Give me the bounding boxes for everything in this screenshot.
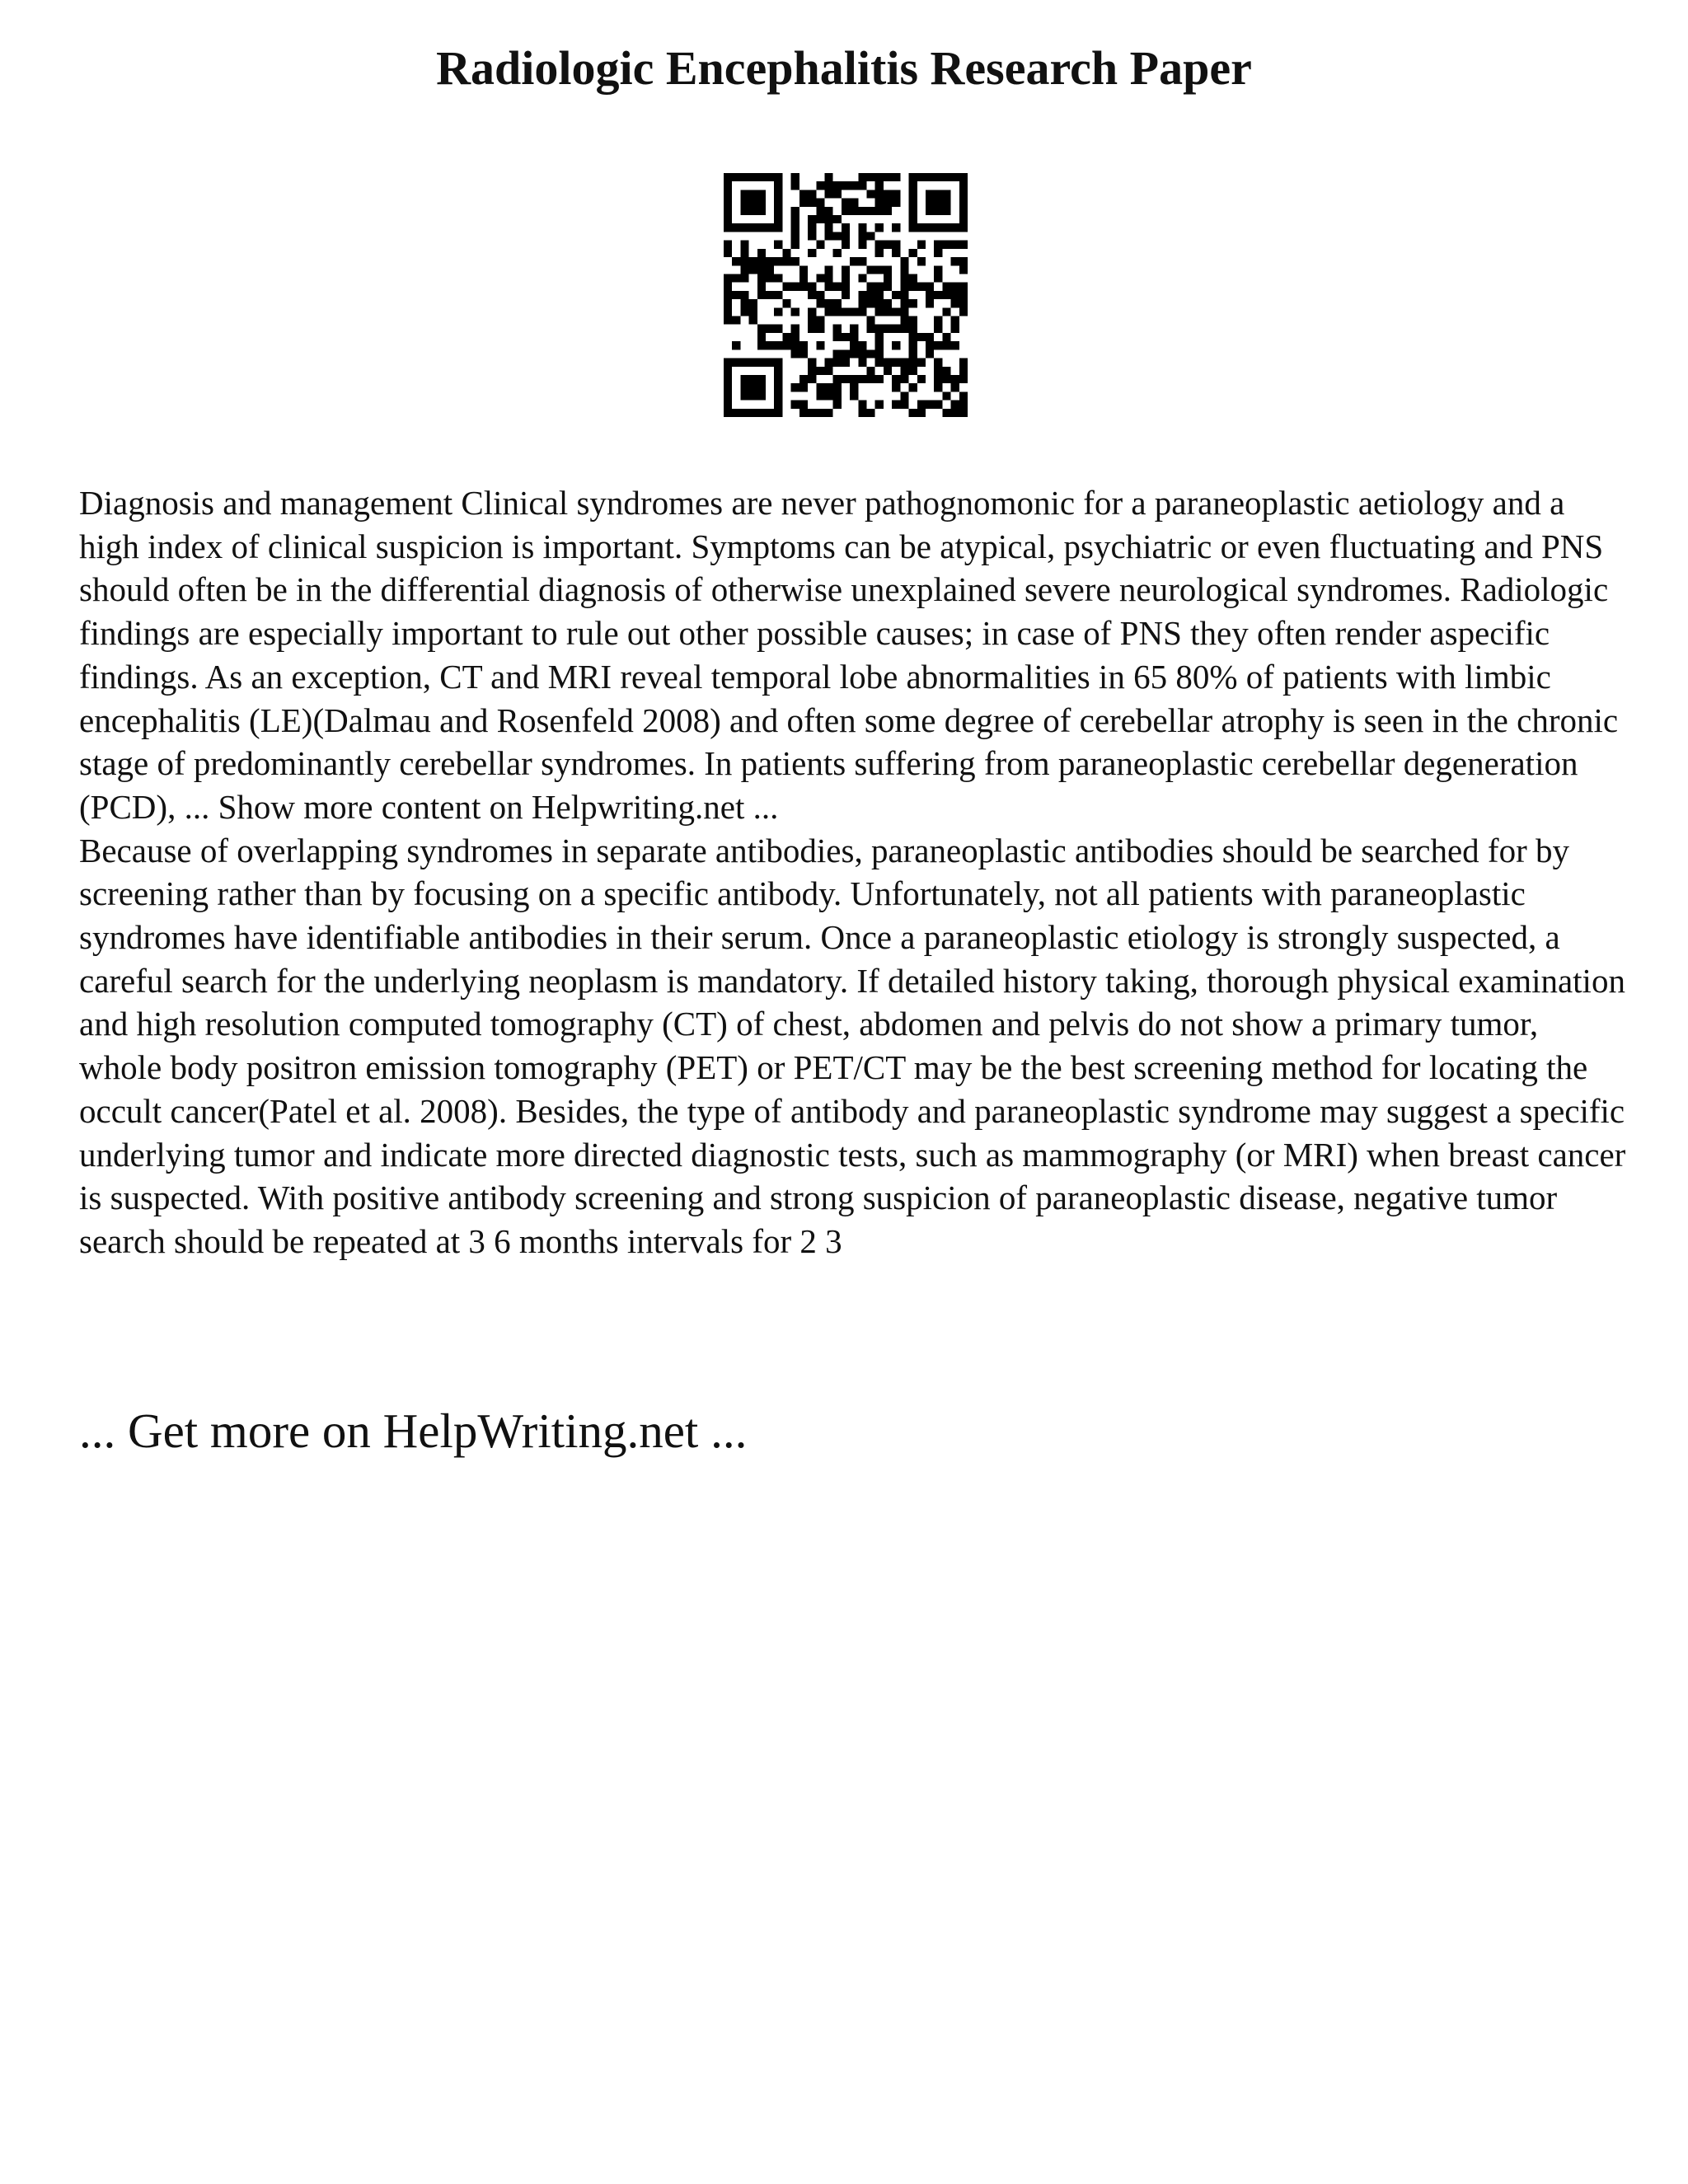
page-title: Radiologic Encephalitis Research Paper <box>436 41 1252 95</box>
qr-code-icon[interactable] <box>724 173 968 417</box>
document-body <box>79 481 1629 1263</box>
paragraph-2: Because of overlapping syndromes in separate antibodies, paraneoplastic antibodies should be searched for by screening rather than by focusing on a specific antibody. Unfortunately, not all patients with paraneoplastic syndromes have identifiable antibodies in their serum. Once a paraneoplastic etiology is strongly suspected, a careful search for the underlying neoplasm is mandatory. If detailed history taking, thorough physical examination and high resolution computed tomography (CT) of chest, abdomen and pelvis do not show a primary tumor, whole body positron emission tomography (PET) or PET/CT may be the best screening method for locating the occult cancer(Patel et al. 2008). Besides, the type of antibody and paraneoplastic syndrome may suggest a specific underlying tumor and indicate more directed diagnostic tests, such as mammography (or MRI) when breast cancer is suspected. With positive antibody screening and strong suspicion of paraneoplastic disease, negative tumor search should be repeated at 3 6 months intervals for 2 3 <box>79 831 1626 1260</box>
get-more-link[interactable]: ... Get more on HelpWriting.net ... <box>79 1404 748 1458</box>
paragraph-1: Diagnosis and management Clinical syndromes are never pathognomonic for a paraneoplastic aetiology and a high index of clinical suspicion is important. Symptoms can be atypical, psychiatric or even fluctuating and PNS should often be in the differential diagnosis of otherwise unexplained severe neurological syndromes. Radiologic findings are especially important to rule out other possible causes; in case of PNS they often render aspecific findings. As an exception, CT and MRI reveal temporal lobe abnormalities in 65 80% of patients with limbic encephalitis (LE)(Dalmau and Rosenfeld 2008) and often some degree of cerebellar atrophy is seen in the chronic stage of predominantly cerebellar syndromes. In patients suffering from paraneoplastic cerebellar degeneration (PCD), ... Show more content on Helpwriting.net ... <box>79 484 1619 826</box>
